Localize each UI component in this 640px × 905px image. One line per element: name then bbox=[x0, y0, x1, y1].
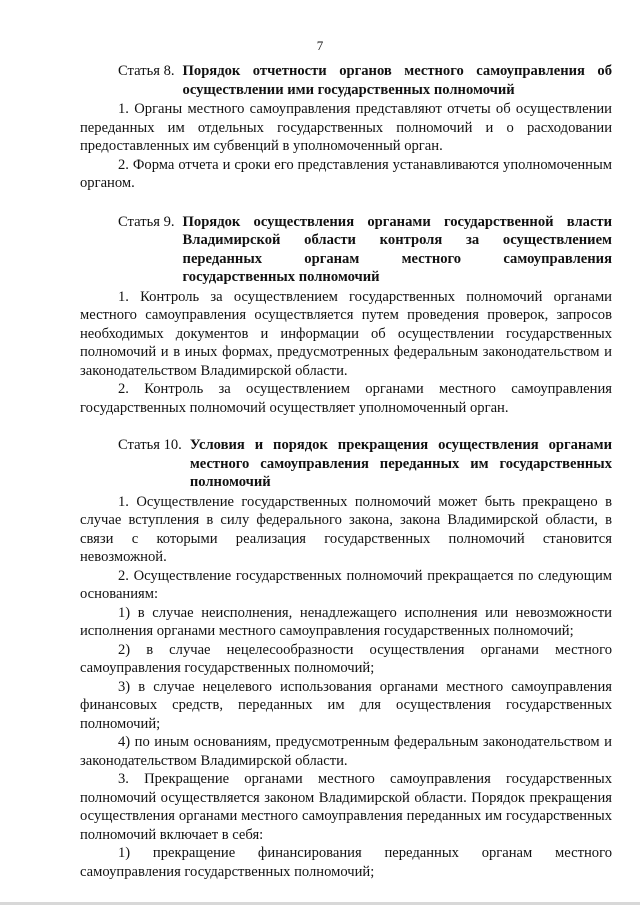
article-10-item-4: 4) по иным основаниям, предусмотренным федеральным законодательством и законодательством Владимирской области. bbox=[80, 734, 612, 769]
article-10-item-1: 1) в случае неисполнения, ненадлежащего исполнения или невозможности исполнения органами местного самоуправления государственных полномочий; bbox=[80, 604, 612, 639]
article-10-paragraph-3: 3. Прекращение органами местного самоуправления государственных полномочий осуществляется законом Владимирской области. Порядок прекращения осуществления органами местного самоуправления переданных им государственных полномочий включает в себя: bbox=[80, 771, 612, 843]
article-9-paragraph-1: 1. Контроль за осуществлением государственных полномочий органами местного самоуправления осуществляется путем проведения проверок, запросов необходимых документов и информации об осуществлении государственных полномочий и в иных формах, предусмотренных федеральным законодательством и законодательством Владимирской области. bbox=[80, 288, 612, 379]
article-8-label: Статья 8. bbox=[118, 63, 175, 79]
article-8-paragraph-2: 2. Форма отчета и сроки его представления устанавливаются уполномоченным органом. bbox=[80, 156, 612, 191]
article-10-paragraph-2: 2. Осуществление государственных полномочий прекращается по следующим основаниям: bbox=[80, 567, 612, 602]
article-10-title: Условия и порядок прекращения осуществления органами местного самоуправления переданных им государственных полномочий bbox=[189, 437, 612, 490]
article-9-label: Статья 9. bbox=[118, 213, 175, 230]
article-10-subitem-1: 1) прекращение финансирования переданных органам местного самоуправления государственных полномочий; bbox=[80, 845, 612, 880]
article-10-label: Статья 10. bbox=[118, 437, 182, 453]
article-10-paragraph-1: 1. Осуществление государственных полномочий может быть прекращено в случае вступления в силу федерального закона, закона Владимирской области, в связи с которыми реализация государственных полномочий становится невозможной. bbox=[80, 493, 612, 565]
article-10-heading bbox=[80, 436, 612, 492]
article-10-item-3: 3) в случае нецелевого использования органами местного самоуправления финансовых средств, переданных им для осуществления государственных полномочий; bbox=[80, 678, 612, 732]
article-9-paragraph-2: 2. Контроль за осуществлением органами местного самоуправления государственных полномочий осуществляет уполномоченный орган. bbox=[80, 381, 612, 416]
article-9-title: Порядок осуществления органами государственной власти Владимирской области контроля за осуществлением переданных органам местного самоуправления государственных полномочий bbox=[182, 213, 612, 285]
article-8-title: Порядок отчетности органов местного самоуправления об осуществлении ими государственных полномочий bbox=[182, 63, 612, 98]
article-8-heading bbox=[80, 62, 612, 99]
article-10-item-2: 2) в случае нецелесообразности осуществления органами местного самоуправления государственных полномочий; bbox=[80, 641, 612, 676]
page-number: 7 bbox=[316, 38, 324, 53]
article-8-paragraph-1: 1. Органы местного самоуправления представляют отчеты об осуществлении переданных им отдельных государственных полномочий и о расходовании предоставленных им субвенций в уполномоченный орган. bbox=[80, 101, 612, 154]
article-9-heading bbox=[80, 213, 612, 287]
page-content bbox=[80, 62, 612, 881]
